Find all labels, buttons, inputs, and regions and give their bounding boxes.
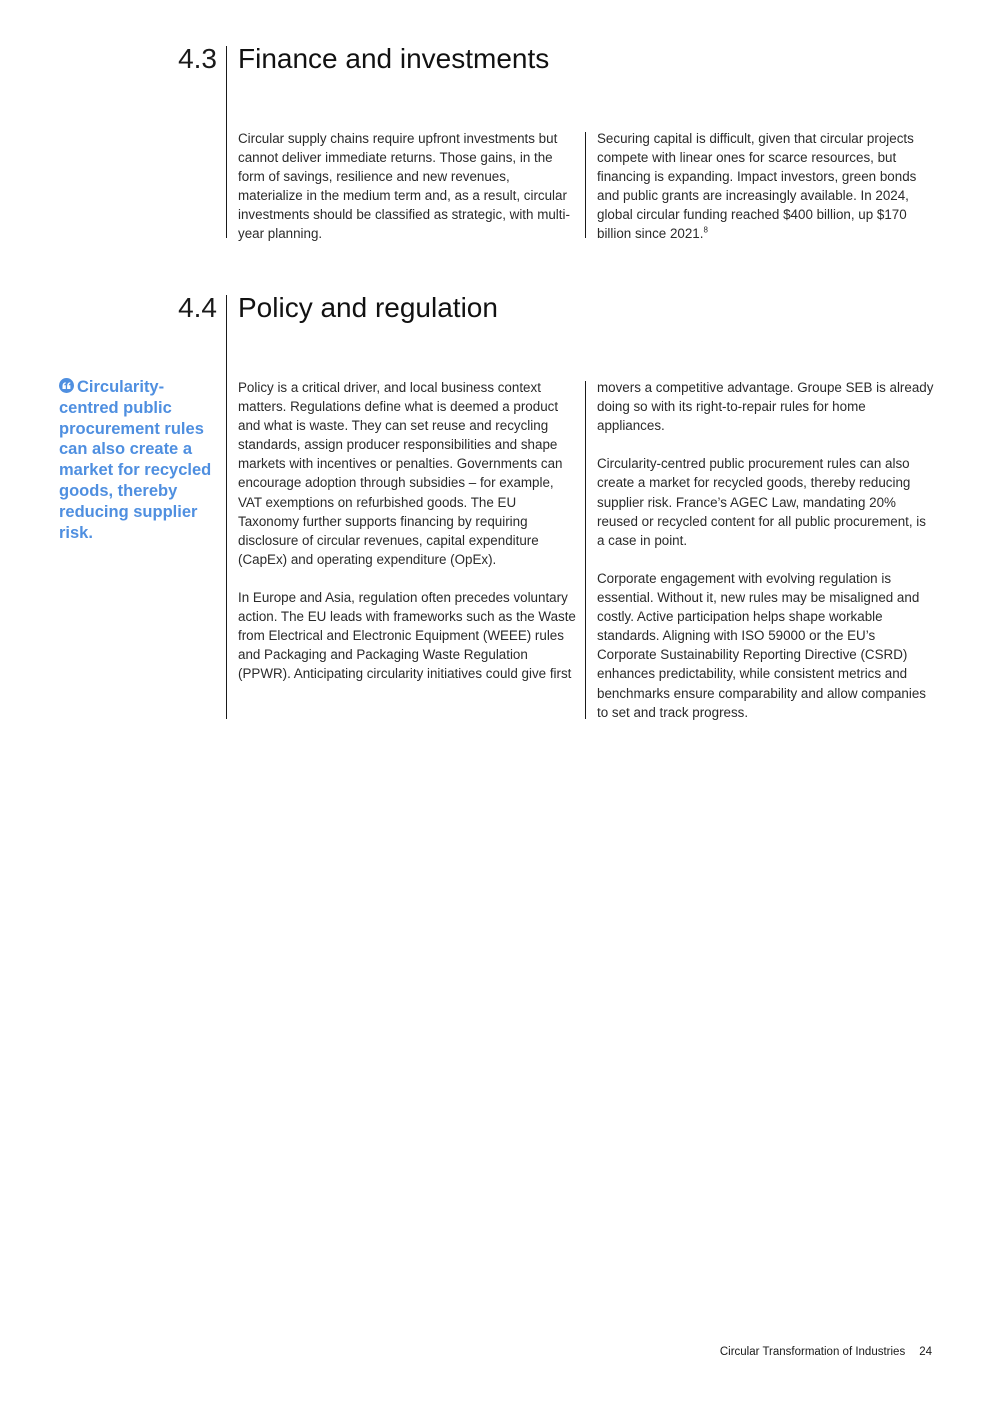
section-divider-rule [226, 46, 227, 238]
column-divider-rule [585, 381, 586, 719]
page-footer [720, 1346, 932, 1358]
section-number-4-4: 4.4 [178, 292, 217, 323]
paragraph: Policy is a critical driver, and local business context matters. Regulations define what is deemed a product and what is waste. They can set reuse and recycling standards, assign producer responsibilities and shape markets with incentives or penalties. Governments can encourage adoption through subsidies – for example, VAT exemptions on refurbished goods. The EU Taxonomy further supports financing by requiring disclosure of circular revenues, capital expenditure (CapEx) and operating expenditure (OpEx). [238, 380, 563, 567]
paragraph [597, 129, 937, 244]
section-title-finance: Finance and investments [238, 43, 550, 74]
footer-title: Circular Transformation of Industries [719, 1346, 906, 1358]
finance-column-left [238, 129, 573, 244]
paragraph: movers a competitive advantage. Groupe SEB is already doing so with its right-to-repair rules for home appliances. [597, 380, 934, 434]
footnote-ref[interactable]: 8 [703, 226, 708, 235]
paragraph: In Europe and Asia, regulation often precedes voluntary action. The EU leads with frameworks such as the Waste from Electrical and Electronic Equipment (WEEE) rules and Packaging and Packaging Waste Regulation (PPWR). Anticipating circularity initiatives could give first [238, 590, 576, 682]
quote-icon [59, 378, 74, 393]
paragraph: Circular supply chains require upfront investments but cannot deliver immediate returns. Those gains, in the form of savings, resilience and new revenues, materialize in the medium term and, as a result, circular investments should be classified as strategic, with multi-year planning. [238, 131, 570, 242]
section-title-policy: Policy and regulation [238, 292, 498, 323]
pull-quote-text: Circularity-centred public procurement rules can also create a market for recycled goods, thereby reducing supplier risk. [59, 378, 212, 542]
page-number: 24 [919, 1346, 932, 1358]
finance-column-right [597, 129, 937, 244]
paragraph: Corporate engagement with evolving regulation is essential. Without it, new rules may be misaligned and costly. Active participation helps shape workable standards. Aligning with ISO 59000 or the EU’s Corporate Sustainability Reporting Directive (CSRD) enhances predictability, while consistent metrics and benchmarks ensure comparability and allow companies to set and track progress. [597, 570, 926, 720]
section-number-4-3: 4.3 [178, 43, 217, 74]
section-divider-rule [226, 295, 227, 719]
paragraph: Circularity-centred public procurement rules can also create a market for recycled goods, thereby reducing supplier risk. France’s AGEC Law, mandating 20% reused or recycled content for all public procurement, is a case in point. [597, 456, 926, 548]
pull-quote [59, 377, 219, 543]
paragraph-text: Securing capital is difficult, given that circular projects compete with linear ones for scarce resources, but financing is expanding. Impact investors, green bonds and public grants are increasingly available. In 2024, global circular funding reached $400 billion, up $170 billion since 2021. [597, 131, 917, 242]
policy-column-right [597, 378, 937, 722]
column-divider-rule [585, 132, 586, 238]
policy-column-left [238, 378, 578, 684]
